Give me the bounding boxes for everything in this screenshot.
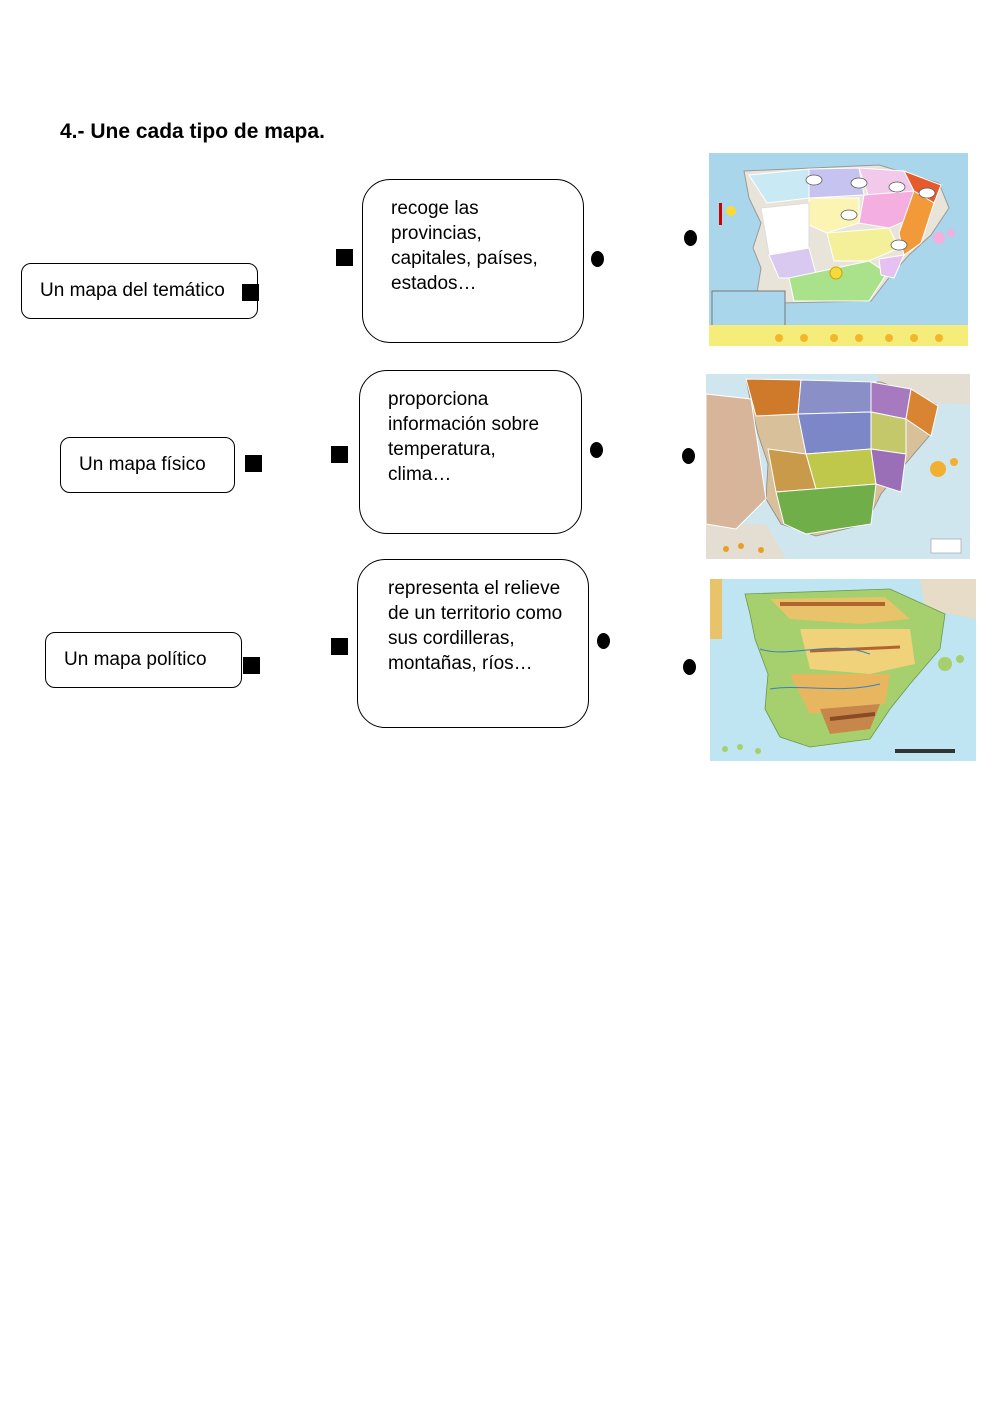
term-connector-square[interactable]: [243, 657, 260, 674]
political-map-image[interactable]: [706, 374, 970, 559]
term-physical-map[interactable]: [60, 437, 235, 493]
definition-connector-square[interactable]: [331, 446, 348, 463]
definition-text: recoge las provincias, capitales, países, estados…: [391, 198, 538, 294]
term-label: Un mapa del temático: [40, 280, 225, 301]
definition-card[interactable]: [362, 179, 584, 343]
term-connector-square[interactable]: [242, 284, 259, 301]
exercise-title: 4.- Une cada tipo de mapa.: [60, 120, 325, 143]
definition-connector-dot[interactable]: [590, 442, 603, 458]
definition-connector-square[interactable]: [336, 249, 353, 266]
definition-card[interactable]: [357, 559, 589, 728]
definition-text: proporciona información sobre temperatura, clima…: [388, 389, 540, 485]
physical-map-image[interactable]: [710, 579, 976, 761]
map-connector-dot[interactable]: [684, 230, 697, 246]
map-connector-dot[interactable]: [682, 448, 695, 464]
term-label: Un mapa político: [64, 649, 207, 670]
definition-connector-square[interactable]: [331, 638, 348, 655]
term-connector-square[interactable]: [245, 455, 262, 472]
term-thematic-map[interactable]: [21, 263, 258, 319]
definition-card[interactable]: [359, 370, 582, 534]
definition-connector-dot[interactable]: [597, 633, 610, 649]
term-label: Un mapa físico: [79, 454, 206, 475]
definition-text: representa el relieve de un territorio como sus cordilleras, montañas, ríos…: [388, 578, 563, 674]
term-political-map[interactable]: [45, 632, 242, 688]
weather-map-image[interactable]: [709, 153, 968, 346]
definition-connector-dot[interactable]: [591, 251, 604, 267]
map-connector-dot[interactable]: [683, 659, 696, 675]
